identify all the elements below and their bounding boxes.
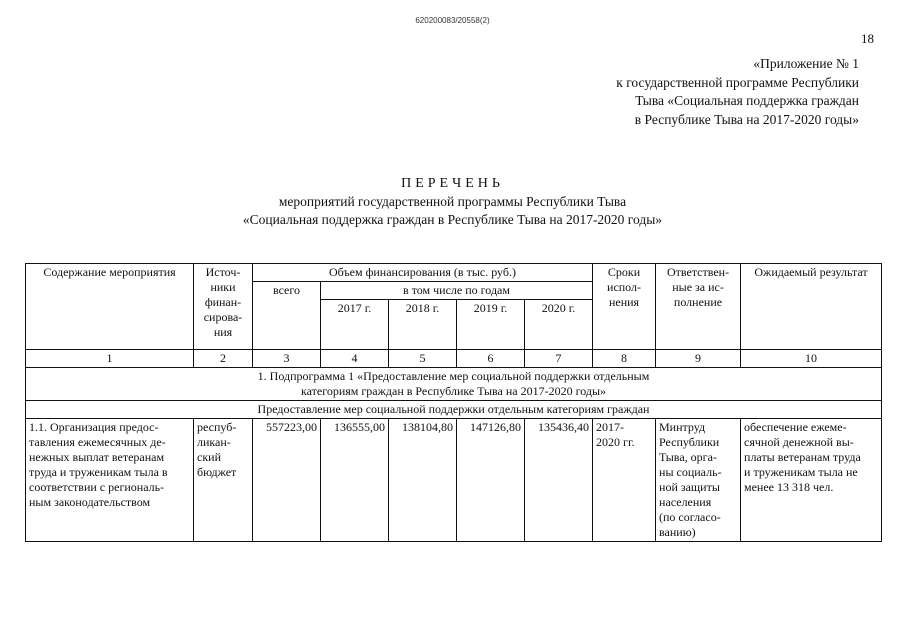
- row-year-2017: 136555,00: [321, 419, 389, 542]
- column-number: 3: [253, 350, 321, 368]
- row-content: 1.1. Организация предос- тавления ежемесячных де- нежных выплат ветеранам труда и труженикам тыла в соответствии с региональ- ным законодательством: [26, 419, 194, 542]
- document-title: [0, 175, 905, 229]
- row-year-2019: 147126,80: [457, 419, 525, 542]
- column-number: 6: [457, 350, 525, 368]
- column-number: 1: [26, 350, 194, 368]
- column-number: 9: [656, 350, 741, 368]
- header-content: Содержание мероприятия: [26, 264, 194, 350]
- appendix-line: к государственной программе Республики: [616, 74, 859, 90]
- header-total: всего: [253, 282, 321, 350]
- header-funding: Объем финансирования (в тыс. руб.): [253, 264, 593, 282]
- column-number: 10: [741, 350, 882, 368]
- appendix-line: Тыва «Социальная поддержка граждан: [635, 93, 859, 108]
- measures-table: [25, 263, 882, 542]
- row-year-2018: 138104,80: [389, 419, 457, 542]
- appendix-line: «Приложение № 1: [753, 56, 859, 71]
- row-terms: 2017- 2020 гг.: [593, 419, 656, 542]
- row-responsible: Минтруд Республики Тыва, орга- ны социаль- ной защиты населения (по согласо- ванию): [656, 419, 741, 542]
- header-year-2018: 2018 г.: [389, 300, 457, 350]
- title-main: ПЕРЕЧЕНЬ: [401, 176, 504, 191]
- document-code: 620200083/20558(2): [415, 16, 490, 25]
- header-result: Ожидаемый результат: [741, 264, 882, 350]
- column-number: 5: [389, 350, 457, 368]
- column-number: 7: [525, 350, 593, 368]
- header-source: Источ- ники финан- сирова- ния: [194, 264, 253, 350]
- title-line: «Социальная поддержка граждан в Республике Тыва на 2017-2020 годы»: [242, 212, 663, 227]
- row-total: 557223,00: [253, 419, 321, 542]
- page-number: 18: [861, 31, 874, 46]
- header-year-2019: 2019 г.: [457, 300, 525, 350]
- column-number: 2: [194, 350, 253, 368]
- section-row: Предоставление мер социальной поддержки отдельным категориям граждан: [26, 401, 882, 419]
- appendix-line: в Республике Тыва на 2017-2020 годы»: [634, 111, 859, 127]
- header-terms: Сроки испол- нения: [593, 264, 656, 350]
- row-source: респуб- ликан- ский бюджет: [194, 419, 253, 542]
- subprogram-row: 1. Подпрограмма 1 «Предоставление мер социальной поддержки отдельным категориям граждан в Республике Тыва на 2017-2020 годы»: [26, 368, 882, 401]
- column-number: 8: [593, 350, 656, 368]
- row-result: обеспечение ежеме- сячной денежной вы- платы ветеранам труда и труженикам тыла не менее 13 318 чел.: [741, 419, 882, 542]
- header-year-2020: 2020 г.: [525, 300, 593, 350]
- header-year-2017: 2017 г.: [321, 300, 389, 350]
- header-responsible: Ответствен- ные за ис- полнение: [656, 264, 741, 350]
- title-line: мероприятий государственной программы Республики Тыва: [278, 194, 627, 209]
- row-year-2020: 135436,40: [525, 419, 593, 542]
- column-number: 4: [321, 350, 389, 368]
- header-by-year: в том числе по годам: [321, 282, 593, 300]
- appendix-block: [616, 55, 859, 129]
